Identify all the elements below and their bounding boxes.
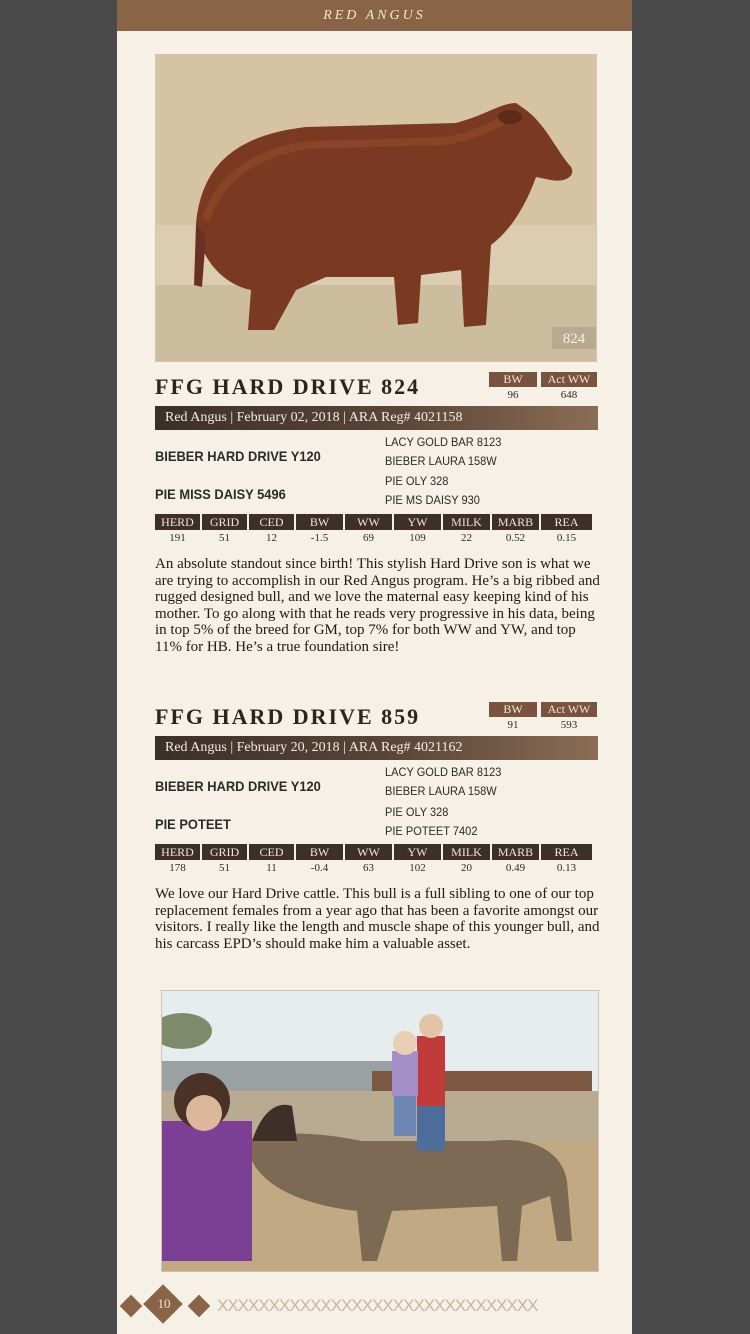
epd-value: 191	[169, 532, 186, 544]
epd-header: YW	[394, 844, 441, 860]
epd-header: GRID	[202, 514, 247, 530]
dam-dam: PIE MS DAISY 930	[385, 493, 480, 507]
epd-header: MILK	[443, 844, 490, 860]
bw-label: BW	[489, 372, 537, 387]
bw-label: BW	[489, 702, 537, 717]
epd-header: REA	[541, 844, 592, 860]
lot-tag: 824	[562, 331, 586, 347]
epd-header: BW	[296, 844, 343, 860]
epd-header: MARB	[492, 514, 539, 530]
lot-info-bar: Red Angus | February 02, 2018 | ARA Reg# 4021158	[155, 406, 598, 430]
diamond-icon	[188, 1295, 211, 1318]
epd-value-row	[155, 532, 592, 544]
epd-value: 109	[409, 532, 426, 544]
dam-dam: PIE POTEET 7402	[385, 824, 478, 838]
bull-illustration	[156, 55, 596, 361]
epd-value: 22	[461, 532, 472, 544]
weight-box	[489, 702, 599, 734]
epd-header: BW	[296, 514, 343, 530]
epd-value: 63	[363, 862, 374, 874]
epd-value: 102	[409, 862, 426, 874]
dam-name: PIE MISS DAISY 5496	[155, 486, 286, 502]
ww-value: 593	[560, 719, 578, 731]
epd-value: 0.15	[556, 532, 577, 544]
page-number: 10	[157, 1296, 171, 1311]
epd-value: -1.5	[310, 532, 329, 544]
sire-dam: BIEBER LAURA 158W	[385, 454, 497, 468]
weight-box	[489, 372, 599, 404]
epd-header: CED	[249, 514, 294, 530]
epd-header-row	[155, 844, 592, 860]
epd-header: HERD	[155, 844, 200, 860]
bull-photo	[155, 54, 597, 362]
lot-info-bar: Red Angus | February 20, 2018 | ARA Reg# 4021162	[155, 736, 598, 760]
epd-value: 12	[266, 532, 277, 544]
epd-header: REA	[541, 514, 592, 530]
lot-title: FFG HARD DRIVE 824	[155, 374, 421, 399]
diamond-icon	[120, 1295, 143, 1318]
epd-header: MARB	[492, 844, 539, 860]
bw-value: 96	[507, 389, 519, 401]
epd-value: 51	[219, 862, 230, 874]
epd-header: WW	[345, 514, 392, 530]
epd-value: 51	[219, 532, 230, 544]
ww-label: Act WW	[541, 702, 597, 717]
epd-value: 0.52	[505, 532, 526, 544]
dam-sire: PIE OLY 328	[385, 805, 449, 819]
ww-label: Act WW	[541, 372, 597, 387]
epd-value: -0.4	[310, 862, 329, 874]
page-number-badge	[149, 1290, 179, 1320]
epd-header: YW	[394, 514, 441, 530]
epd-value: 69	[363, 532, 374, 544]
sire-dam: BIEBER LAURA 158W	[385, 784, 497, 798]
epd-value: 178	[169, 862, 186, 874]
section-header	[117, 0, 632, 31]
epd-value-row	[155, 862, 592, 874]
epd-header: GRID	[202, 844, 247, 860]
lot-description: An absolute standout since birth! This stylish Hard Drive son is what we are trying to accomplish in our Red Angus program. He’s a big ribbed and rugged designed bull, and we love the maternal easy keeping kind of his mother. To go along with that he reads very progressive in his data, being in top 5% of the breed for GM, top 7% for both WW and YW, and top 11% for HB. He’s a true foundation sire!	[155, 556, 600, 655]
catalog-page	[117, 0, 632, 1334]
lot-description: We love our Hard Drive cattle. This bull is a full sibling to one of our top replacement females from a year ago that has been a favorite amongst our visitors. I really like the length and muscle shape of this younger bull, and his carcass EPD’s should make him a valuable asset.	[155, 886, 600, 952]
epd-value: 0.13	[556, 862, 577, 874]
sire-name: BIEBER HARD DRIVE Y120	[155, 448, 321, 464]
epd-value: 11	[266, 862, 277, 874]
epd-header: CED	[249, 844, 294, 860]
section-title: RED ANGUS	[323, 8, 426, 23]
epd-header: HERD	[155, 514, 200, 530]
family-illustration	[162, 991, 598, 1271]
bw-value: 91	[507, 719, 519, 731]
decorative-pattern: XXXXXXXXXXXXXXXXXXXXXXXXXXXXXXX	[217, 1296, 538, 1315]
epd-value: 0.49	[505, 862, 526, 874]
sire-sire: LACY GOLD BAR 8123	[385, 765, 502, 779]
ww-value: 648	[560, 389, 578, 401]
epd-value: 20	[461, 862, 472, 874]
epd-header-row	[155, 514, 592, 530]
dam-sire: PIE OLY 328	[385, 474, 449, 488]
family-photo	[161, 990, 599, 1272]
sire-name: BIEBER HARD DRIVE Y120	[155, 778, 321, 794]
lot-title: FFG HARD DRIVE 859	[155, 704, 421, 729]
dam-name: PIE POTEET	[155, 816, 231, 832]
epd-header: MILK	[443, 514, 490, 530]
epd-header: WW	[345, 844, 392, 860]
sire-sire: LACY GOLD BAR 8123	[385, 435, 502, 449]
